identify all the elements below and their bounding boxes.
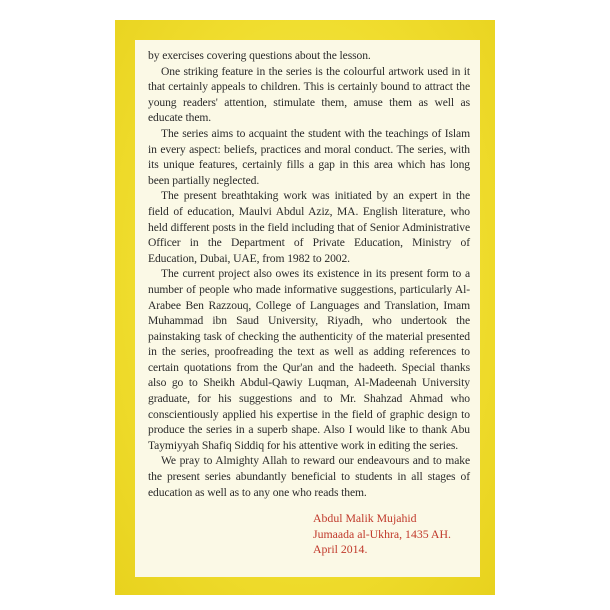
paragraph-3: The series aims to acquaint the student with the teachings of Islam in every aspect: beliefs, practices and moral conduct. The series, with its unique features, certainly fills a gap in this area which has long been partially neglected.	[148, 126, 470, 187]
paragraph-6: We pray to Almighty Allah to reward our endeavours and to make the present series abundantly beneficial to students in all stages of education as well as to any one who reads them.	[148, 454, 470, 499]
signature-date-gregorian: April 2014.	[313, 542, 368, 557]
paragraph-1: by exercises covering questions about the lesson.	[148, 49, 371, 62]
paragraph-5: The current project also owes its existence in its present form to a number of people who made informative suggestions, particularly Al-Arabee Ben Razzouq, College of Languages and Translation, Imam Muhammad ibn Saud University, Riyadh, who undertook the painstaking task of checking the authenticity of the material presented in the series, proofreading the text as well as adding references to certain quotations from the Qur'an and the hadeeth. Special thanks also go to Sheikh Abdul-Qawiy Luqman, Al-Madeenah University graduate, for his suggestions and to Mr. Shahzad Ahmad who conscientiously applied his expertise in the field of graphic design to produce the series in a superb shape. Also I would like to thank Abu Taymiyyah Shafiq Siddiq for his attentive work in editing the series.	[148, 267, 470, 452]
signature-block	[313, 511, 451, 558]
body-text	[148, 48, 470, 500]
signature-date-hijri: Jumaada al-Ukhra, 1435 AH.	[313, 526, 451, 541]
paragraph-4: The present breathtaking work was initiated by an expert in the field of education, Maulvi Abdul Aziz, MA. English literature, who held different posts in the field including that of Senior Administrative Officer in the Department of Private Education, Ministry of Education, Dubai, UAE, from 1982 to 2002.	[148, 189, 470, 265]
signature-author: Abdul Malik Mujahid	[313, 511, 417, 525]
paragraph-2: One striking feature in the series is the colourful artwork used in it that certainly appeals to children. This is certainly bound to attract the young readers' attention, stimulate them, amuse them as well as educate them.	[148, 64, 470, 125]
